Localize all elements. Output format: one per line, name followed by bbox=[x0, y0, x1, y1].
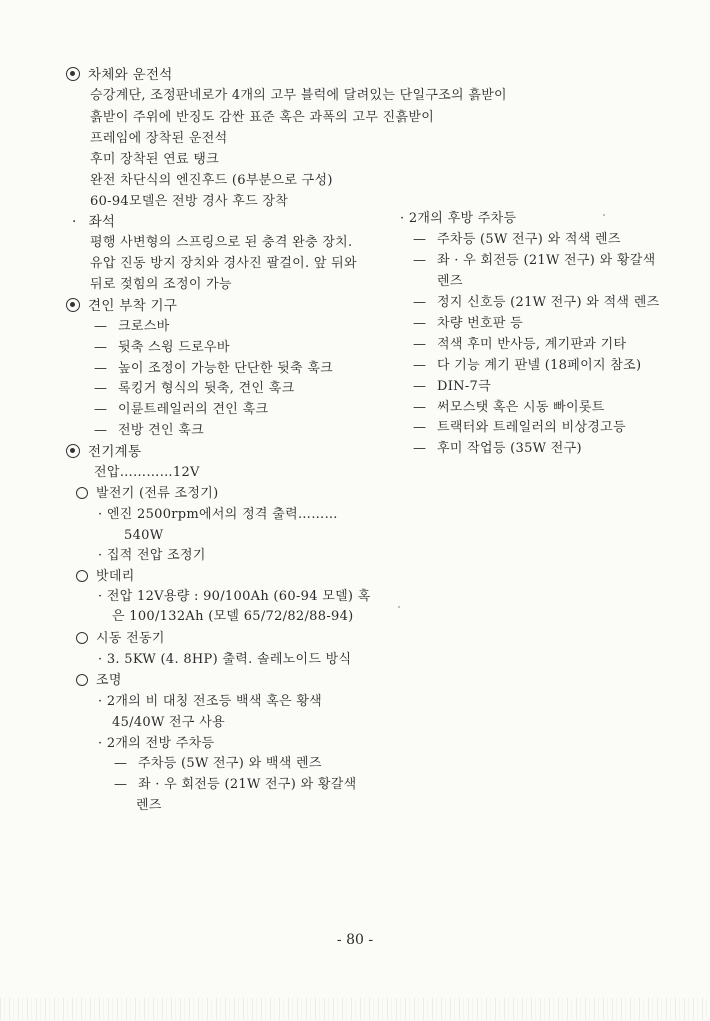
list-item: — 좌 · 우 회전등 (21W 전구) 와 황갈색 bbox=[413, 253, 656, 268]
double-circle-bullet-icon bbox=[66, 298, 80, 312]
list-item: — 주차등 (5W 전구) 와 백색 렌즈 bbox=[114, 756, 322, 771]
double-circle-bullet-icon bbox=[66, 444, 80, 458]
list-item: — 이륜트레일러의 견인 훅크 bbox=[94, 402, 269, 417]
body-line: 은 100/132Ah (모델 65/72/82/88-94) bbox=[112, 609, 354, 624]
body-line: 흙받이 주위에 반징도 감싼 표준 혹은 과폭의 고무 진흙받이 bbox=[90, 110, 435, 125]
body-line: 프레임에 장착된 운전석 bbox=[90, 131, 228, 146]
dash-bullet-icon: — bbox=[413, 358, 427, 373]
page-number: - 80 - bbox=[336, 932, 374, 948]
double-circle-bullet-icon bbox=[66, 67, 80, 81]
body-line: · 3. 5KW (4. 8HP) 출력. 솔레노이드 방식 bbox=[98, 652, 352, 667]
subheading-generator: 발전기 (전류 조정기) bbox=[76, 486, 218, 502]
dash-bullet-icon: — bbox=[413, 316, 427, 331]
circle-bullet-icon bbox=[76, 570, 88, 582]
list-item: — 좌 · 우 회전등 (21W 전구) 와 황갈색 bbox=[114, 777, 357, 792]
circle-bullet-icon bbox=[76, 487, 88, 499]
list-item: — 적색 후미 반사등, 계기판과 기타 bbox=[413, 337, 627, 352]
list-item: — 차량 번호판 등 bbox=[413, 316, 524, 331]
scan-edge-noise bbox=[0, 998, 710, 1020]
body-line: 후미 장착된 연료 탱크 bbox=[90, 152, 220, 167]
list-item: — 뒷축 스윙 드로우바 bbox=[94, 340, 230, 355]
dash-bullet-icon: — bbox=[114, 777, 128, 792]
body-line: 완전 차단식의 엔진후드 (6부분으로 구성) bbox=[90, 173, 333, 188]
list-item: — 크로스바 bbox=[94, 319, 170, 334]
dash-bullet-icon: — bbox=[413, 337, 427, 352]
dot-bullet-icon: · bbox=[72, 214, 77, 230]
circle-bullet-icon bbox=[76, 632, 88, 644]
dash-bullet-icon: — bbox=[94, 381, 108, 396]
list-item: — 전방 견인 훅크 bbox=[94, 423, 205, 438]
dash-bullet-icon: — bbox=[413, 253, 427, 268]
body-line: · 2개의 전방 주차등 bbox=[98, 736, 215, 751]
dash-bullet-icon: — bbox=[114, 756, 128, 771]
dash-bullet-icon: — bbox=[413, 420, 427, 435]
subheading-lighting: 조명 bbox=[76, 673, 122, 689]
dash-bullet-icon: — bbox=[94, 423, 108, 438]
body-line: 렌즈 bbox=[136, 798, 162, 813]
list-item: — DIN-7극 bbox=[413, 379, 491, 394]
body-line: 승강계단, 조정판네로가 4개의 고무 블럭에 달려있는 단일구조의 흙받이 bbox=[90, 88, 507, 103]
scan-speck bbox=[603, 214, 605, 216]
list-item: — 주차등 (5W 전구) 와 적색 렌즈 bbox=[413, 232, 621, 247]
dash-bullet-icon: — bbox=[94, 340, 108, 355]
dash-bullet-icon: — bbox=[413, 441, 427, 456]
list-item: — 록킹거 형식의 뒷축, 견인 훅크 bbox=[94, 381, 295, 396]
body-line: · 전압 12V용량 : 90/100Ah (60-94 모델) 혹 bbox=[98, 589, 371, 604]
body-line: 540W bbox=[124, 528, 164, 543]
body-line: 뒤로 젖힘의 조정이 가능 bbox=[90, 277, 232, 292]
subheading-battery: 밧데리 bbox=[76, 569, 135, 585]
list-item: — 후미 작업등 (35W 전구) bbox=[413, 441, 582, 456]
section-heading-body-cab: 차체와 운전석 bbox=[66, 67, 173, 83]
body-line: 평행 사변형의 스프링으로 된 충격 완충 장치. bbox=[90, 235, 353, 250]
body-line: · 2개의 비 대칭 전조등 백색 혹은 황색 bbox=[98, 694, 323, 709]
dash-bullet-icon: — bbox=[413, 400, 427, 415]
dash-bullet-icon: — bbox=[94, 361, 108, 376]
dash-bullet-icon: — bbox=[94, 402, 108, 417]
list-item: — 정지 신호등 (21W 전구) 와 적색 렌즈 bbox=[413, 295, 660, 310]
body-line: · 집적 전압 조정기 bbox=[98, 548, 206, 563]
list-item: — 다 기능 계기 판넬 (18페이지 참조) bbox=[413, 358, 642, 373]
dash-bullet-icon: — bbox=[413, 295, 427, 310]
section-heading-seat: · 좌석 bbox=[72, 214, 116, 230]
right-heading-rear-parking: · 2개의 후방 주차등 bbox=[400, 211, 517, 226]
subheading-starter: 시동 전동기 bbox=[76, 631, 165, 647]
body-line: 유압 진동 방지 장치와 경사진 팔걸이. 앞 뒤와 bbox=[90, 256, 357, 271]
body-line: 렌즈 bbox=[437, 274, 463, 289]
list-item: — 트랙터와 트레일러의 비상경고등 bbox=[413, 420, 626, 435]
section-heading-towing: 견인 부착 기구 bbox=[66, 298, 177, 314]
list-item: — 높이 조정이 가능한 단단한 뒷축 훅크 bbox=[94, 361, 334, 376]
circle-bullet-icon bbox=[76, 674, 88, 686]
dash-bullet-icon: — bbox=[94, 319, 108, 334]
list-item: — 써모스탯 혹은 시동 빠이롯트 bbox=[413, 400, 605, 415]
voltage-line: 전압…………12V bbox=[94, 465, 200, 480]
body-line: 45/40W 전구 사용 bbox=[112, 715, 225, 730]
dash-bullet-icon: — bbox=[413, 232, 427, 247]
dash-bullet-icon: — bbox=[413, 379, 427, 394]
body-line: 60-94모델은 전방 경사 후드 장착 bbox=[90, 194, 289, 209]
section-heading-electrical: 전기계통 bbox=[66, 444, 141, 460]
body-line: · 엔진 2500rpm에서의 정격 출력……… bbox=[98, 507, 338, 522]
scan-speck bbox=[398, 606, 400, 608]
